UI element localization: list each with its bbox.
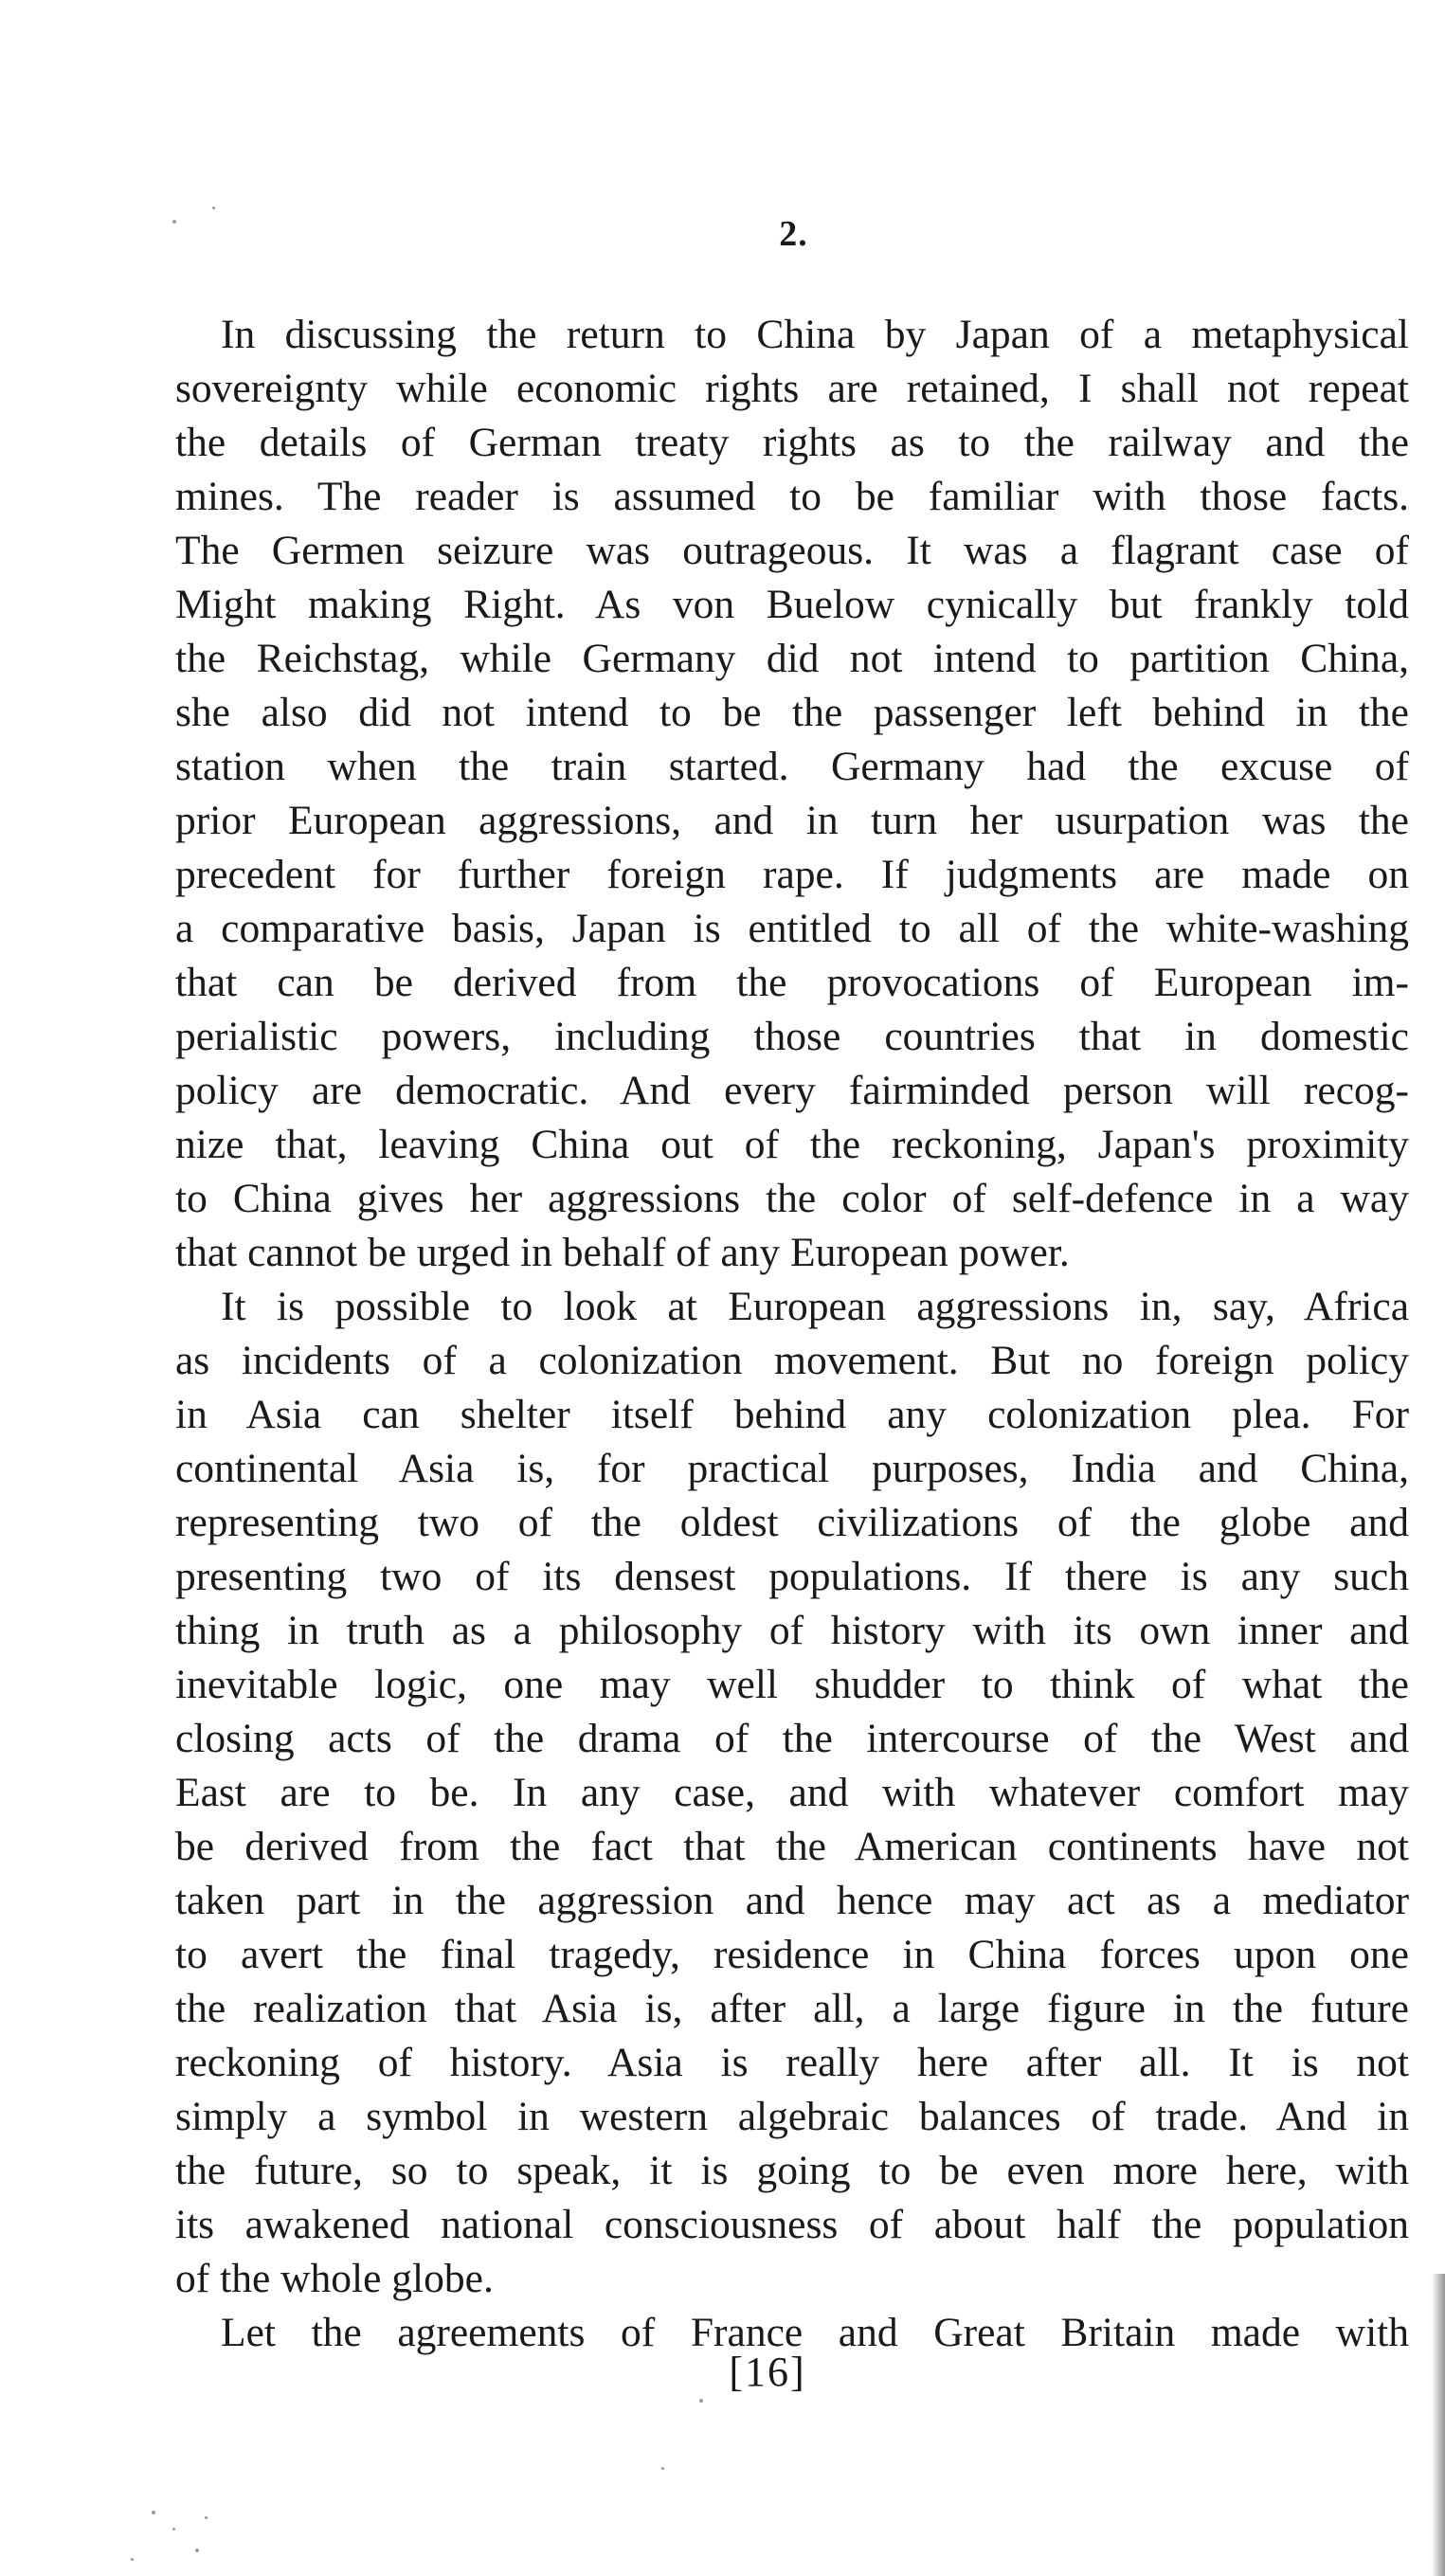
- text-line: representing two of the oldest civilizations of the globe and: [175, 1500, 1409, 1545]
- text-line: policy are democratic. And every fairminded person will recog-: [175, 1068, 1409, 1113]
- text-line: its awakened national consciousness of about half the population: [175, 2202, 1409, 2247]
- text-line: East are to be. In any case, and with whatever comfort may: [175, 1770, 1409, 1815]
- text-line: to China gives her aggressions the color of self-defence in a way: [175, 1176, 1409, 1221]
- text-line: as incidents of a colonization movement. But no foreign policy: [175, 1338, 1409, 1383]
- text-line: It is possible to look at European aggressions in, say, Africa: [221, 1284, 1409, 1329]
- text-line: In discussing the return to China by Japan of a metaphysical: [221, 312, 1409, 357]
- scan-speck: [172, 2528, 175, 2531]
- scan-speck: [699, 2399, 703, 2403]
- text-line: presenting two of its densest populations. If there is any such: [175, 1554, 1409, 1599]
- section-number: 2.: [779, 214, 808, 254]
- scan-speck: [205, 2516, 208, 2519]
- text-line: nize that, leaving China out of the reckoning, Japan's proximity: [175, 1122, 1409, 1167]
- body-text: [175, 308, 1409, 2360]
- page-edge-shadow: [1432, 2274, 1445, 2576]
- text-line: taken part in the aggression and hence may act as a mediator: [175, 1878, 1409, 1923]
- text-line: perialistic powers, including those countries that in domestic: [175, 1014, 1409, 1059]
- text-line: closing acts of the drama of the intercourse of the West and: [175, 1716, 1409, 1761]
- text-line: the Reichstag, while Germany did not intend to partition China,: [175, 636, 1409, 681]
- scan-speck: [212, 207, 215, 209]
- text-line: Let the agreements of France and Great Britain made with: [221, 2310, 1409, 2355]
- text-line: of the whole globe.: [175, 2256, 494, 2301]
- text-line: the realization that Asia is, after all, a large figure in the future: [175, 1986, 1409, 2031]
- text-line: that can be derived from the provocations of European im-: [175, 960, 1409, 1005]
- text-line: the future, so to speak, it is going to be even more here, with: [175, 2148, 1409, 2193]
- text-line: inevitable logic, one may well shudder to think of what the: [175, 1662, 1409, 1707]
- scan-speck: [661, 2467, 664, 2470]
- text-line: precedent for further foreign rape. If judgments are made on: [175, 852, 1409, 897]
- text-line: in Asia can shelter itself behind any colonization plea. For: [175, 1392, 1409, 1437]
- text-line: that cannot be urged in behalf of any European power.: [175, 1230, 1070, 1275]
- text-line: simply a symbol in western algebraic balances of trade. And in: [175, 2094, 1409, 2139]
- scan-speck: [152, 2511, 155, 2514]
- text-line: The Germen seizure was outrageous. It was a flagrant case of: [175, 528, 1409, 573]
- text-line: prior European aggressions, and in turn her usurpation was the: [175, 798, 1409, 843]
- text-line: mines. The reader is assumed to be familiar with those facts.: [175, 474, 1409, 519]
- text-line: reckoning of history. Asia is really here after all. It is not: [175, 2040, 1409, 2085]
- text-line: to avert the final tragedy, residence in China forces upon one: [175, 1932, 1409, 1977]
- scan-speck: [195, 2549, 199, 2552]
- page-number: [16]: [729, 2349, 806, 2395]
- scan-speck: [131, 2558, 134, 2561]
- text-line: continental Asia is, for practical purposes, India and China,: [175, 1446, 1409, 1491]
- text-line: she also did not intend to be the passenger left behind in the: [175, 690, 1409, 735]
- text-line: a comparative basis, Japan is entitled to all of the white-washing: [175, 906, 1409, 951]
- text-line: Might making Right. As von Buelow cynically but frankly told: [175, 582, 1409, 627]
- text-line: station when the train started. Germany had the excuse of: [175, 744, 1409, 789]
- text-line: thing in truth as a philosophy of history with its own inner and: [175, 1608, 1409, 1653]
- text-line: be derived from the fact that the American continents have not: [175, 1824, 1409, 1869]
- text-line: the details of German treaty rights as to the railway and the: [175, 420, 1409, 465]
- scan-speck: [172, 220, 176, 224]
- text-line: sovereignty while economic rights are retained, I shall not repeat: [175, 366, 1409, 411]
